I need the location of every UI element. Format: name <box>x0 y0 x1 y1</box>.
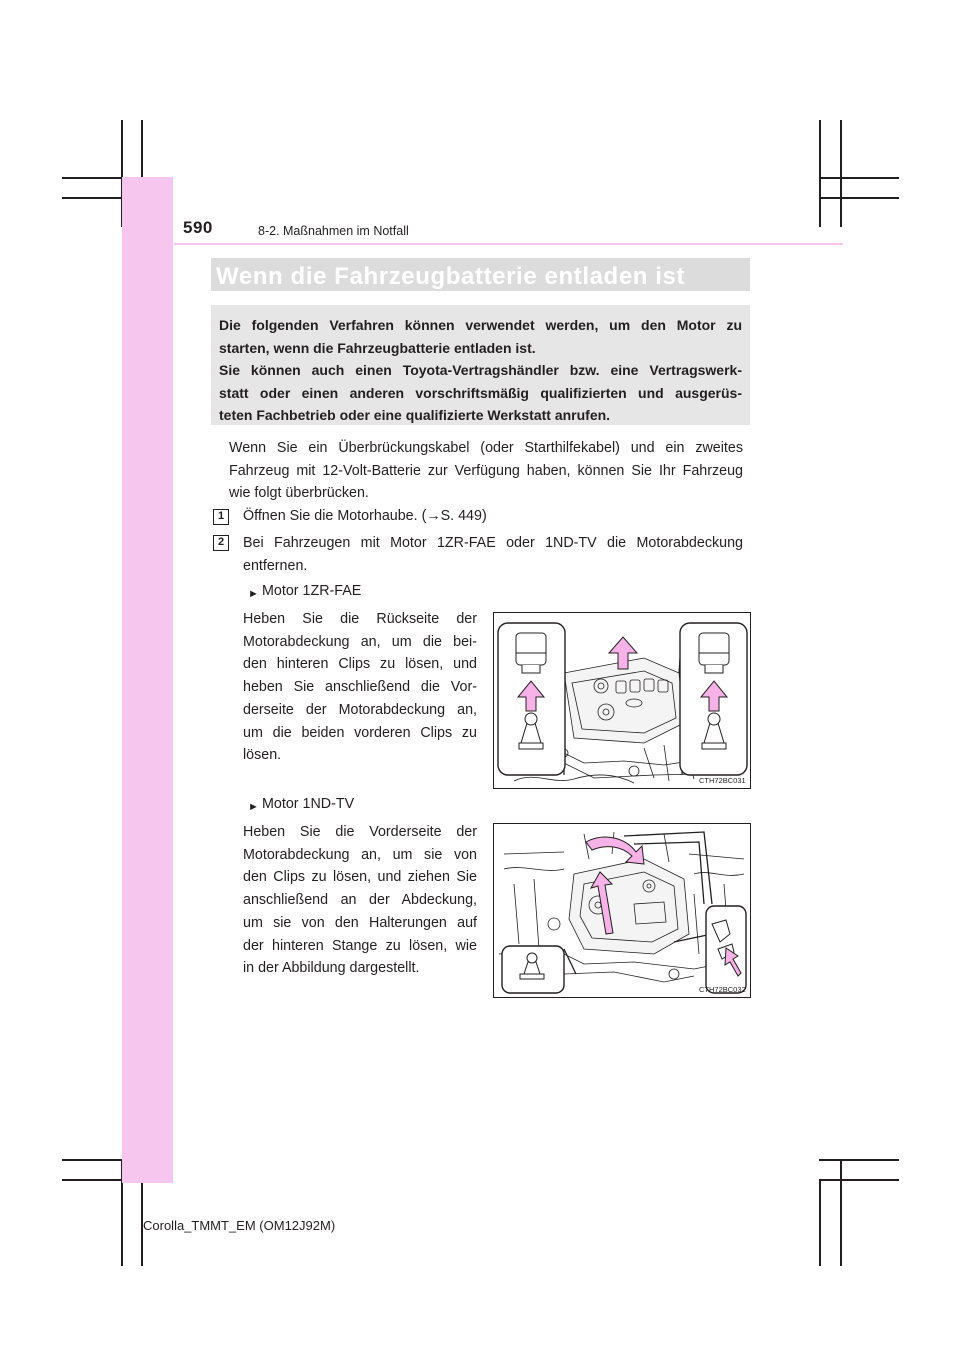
section-header: 8-2. Maßnahmen im Notfall <box>258 224 409 238</box>
step-line: entfernen. <box>243 557 308 574</box>
engine-instructions <box>243 608 477 767</box>
crop-mark <box>819 1179 821 1266</box>
instruction-line: heben Sie anschließend die Vor- <box>243 679 477 696</box>
intro-line: Die folgenden Verfahren können verwendet werden, um den Motor zu <box>219 317 742 333</box>
engine-label: Motor 1ND-TV <box>262 796 355 812</box>
instruction-line: anschließend an der Abdeckung, <box>243 892 477 909</box>
instruction-line: in der Abbildung dargestellt. <box>243 960 420 977</box>
engine-cover-figure-1nd <box>493 823 751 998</box>
engine-label: Motor 1ZR-FAE <box>262 583 362 599</box>
instruction-line: Heben Sie die Vorderseite der <box>243 824 477 840</box>
crop-mark <box>840 120 842 227</box>
step-number-badge: 2 <box>213 535 229 551</box>
intro-box <box>211 305 750 425</box>
step-line: Bei Fahrzeugen mit Motor 1ZR-FAE oder 1ND-TV die Motorabdeckung <box>243 535 743 551</box>
instruction-line: den hinteren Clips zu lösen, und <box>243 656 477 673</box>
intro-line: starten, wenn die Fahrzeugbatterie entladen ist. <box>219 339 536 356</box>
body-line: Wenn Sie ein Überbrückungskabel (oder Starthilfekabel) und ein zweites <box>229 440 743 456</box>
body-line: Fahrzeug mit 12-Volt-Batterie zur Verfügung haben, können Sie Ihr Fahrzeug <box>229 462 743 479</box>
intro-line: teten Fachbetrieb oder eine qualifizierte Werkstatt anrufen. <box>219 407 611 424</box>
instruction-line: derseite der Motorabdeckung an, <box>243 701 477 718</box>
instruction-line: den Clips zu lösen, und ziehen Sie <box>243 869 477 886</box>
instruction-line: der hinteren Stange zu lösen, wie <box>243 937 477 954</box>
figure-code: CTH72BC032 <box>699 985 746 994</box>
instruction-line: lösen. <box>243 747 282 764</box>
crop-mark <box>819 120 821 227</box>
crop-mark <box>819 1159 899 1161</box>
body-line: wie folgt überbrücken. <box>229 485 369 502</box>
instruction-line: Heben Sie die Rückseite der <box>243 611 477 627</box>
step-text <box>243 532 743 577</box>
intro-line: statt oder einen anderen vorschriftsmäßig qualifizierten und ausgerüs- <box>219 384 742 401</box>
step-number-badge: 1 <box>213 509 229 525</box>
crop-mark <box>819 1179 899 1181</box>
page-number: 590 <box>183 218 213 237</box>
instruction-line: um sie von den Halterungen auf <box>243 914 477 931</box>
body-paragraph <box>229 437 743 505</box>
bullet-arrow-icon: ► <box>248 588 259 600</box>
engine-instructions <box>243 821 477 980</box>
step-text: Öffnen Sie die Motorhaube. (→S. 449) <box>243 508 487 524</box>
instruction-line: um die beiden vorderen Clips zu <box>243 724 477 741</box>
intro-line: Sie können auch einen Toyota-Vertragshändler bzw. eine Vertragswerk- <box>219 362 742 379</box>
engine-cover-illustration <box>494 613 750 788</box>
engine-cover-illustration <box>494 824 750 997</box>
instruction-line: Motorabdeckung an, um sie von <box>243 846 477 863</box>
header-rule <box>174 243 843 245</box>
page-margin-tab <box>122 177 173 1183</box>
crop-mark <box>819 177 899 179</box>
instruction-line: Motorabdeckung an, um die bei- <box>243 633 477 650</box>
figure-code: CTH72BC031 <box>699 776 746 785</box>
engine-cover-figure-1zr <box>493 612 751 789</box>
crop-mark <box>819 197 899 199</box>
page-title: Wenn die Fahrzeugbatterie entladen ist <box>216 263 686 290</box>
crop-mark <box>840 1159 842 1266</box>
bullet-arrow-icon: ► <box>248 801 259 813</box>
footer-document-id: Corolla_TMMT_EM (OM12J92M) <box>143 1218 336 1233</box>
